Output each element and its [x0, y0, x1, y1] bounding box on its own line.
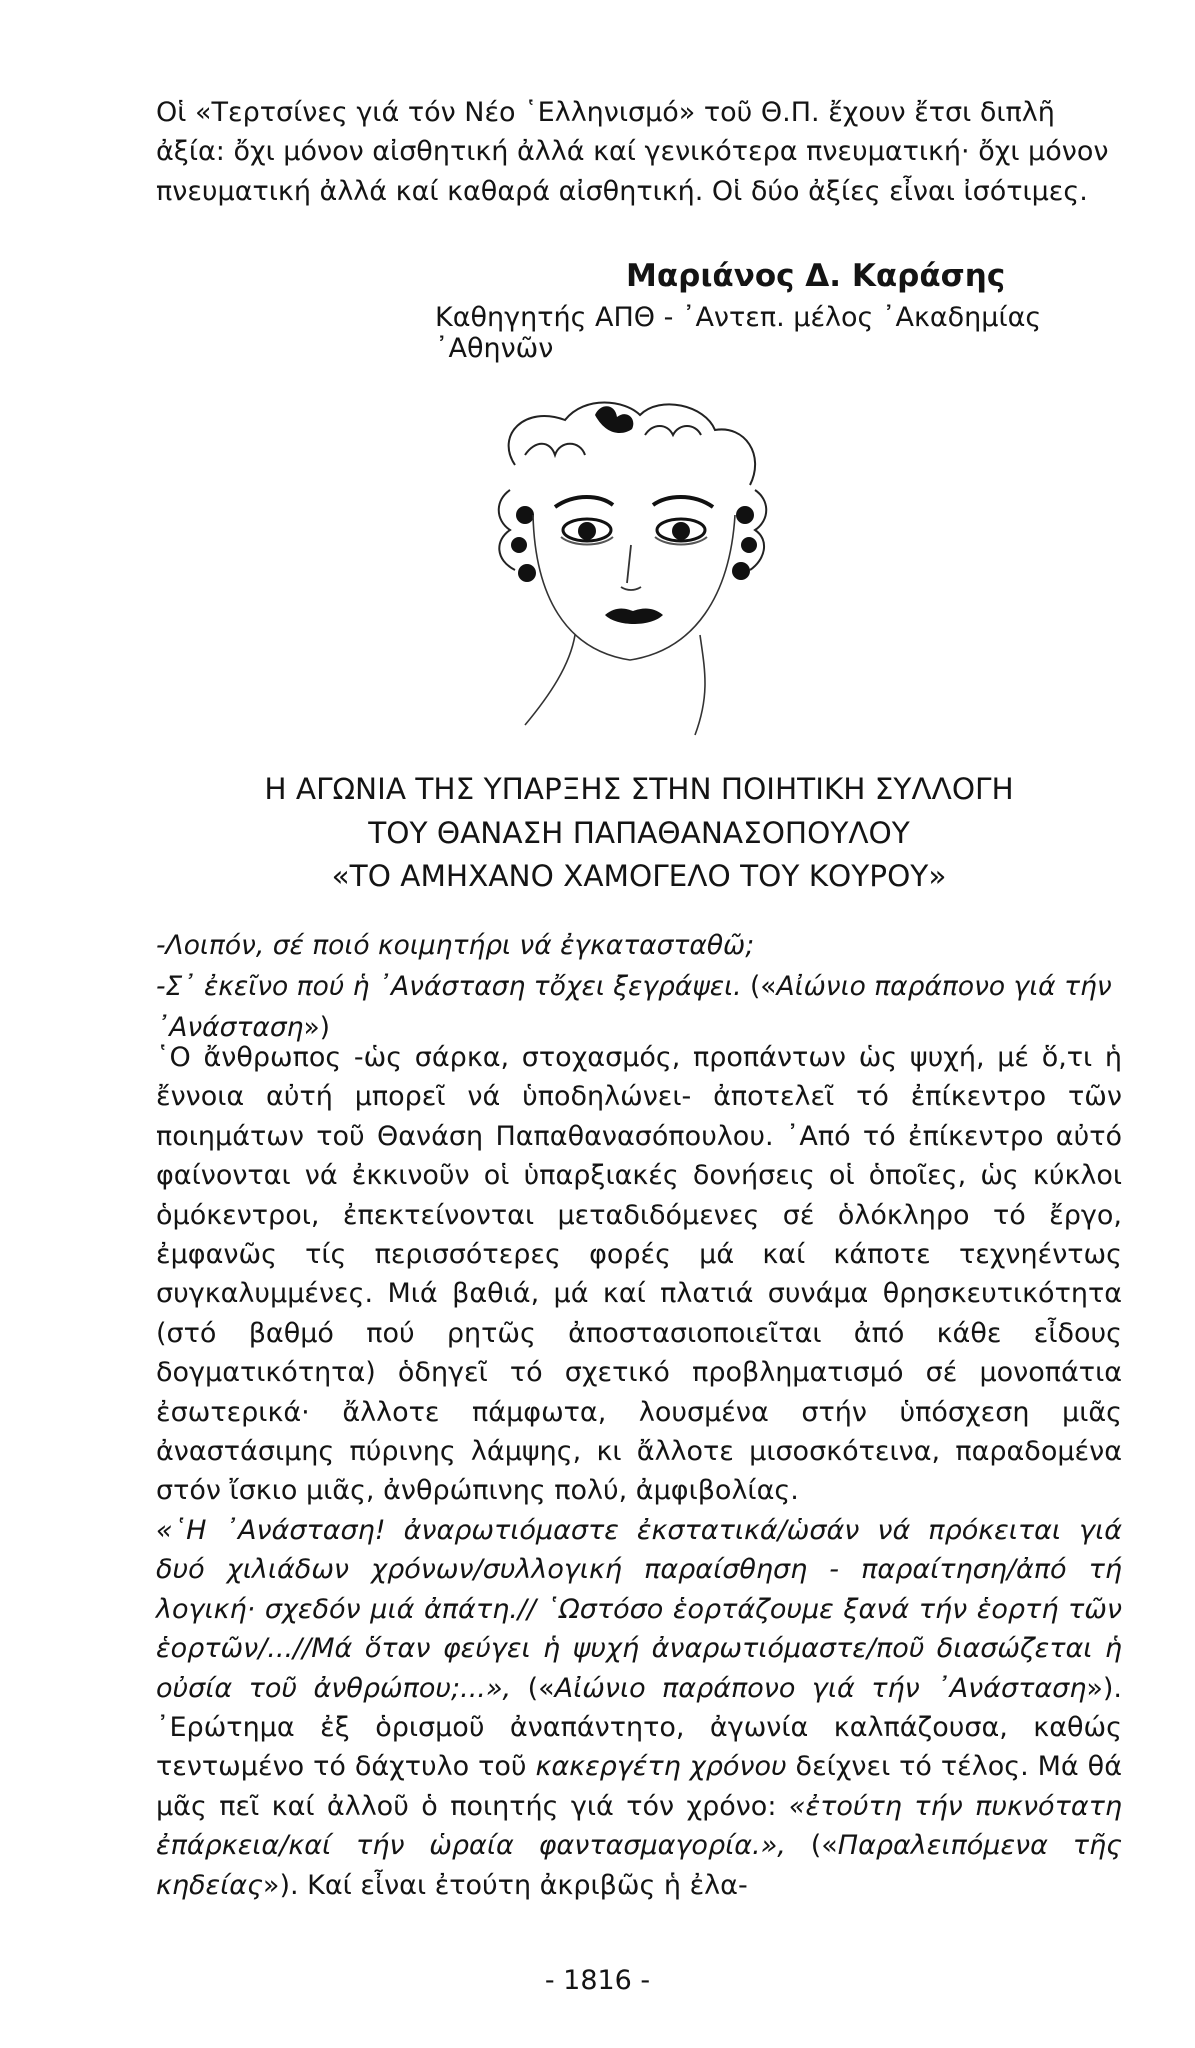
title-line-2: ΤΟΥ ΘΑΝΑΣΗ ΠΑΠΑΘΑΝΑΣΟΠΟΥΛΟΥ	[368, 815, 910, 850]
intro-paragraph: Οἱ «Τερτσίνες γιά τόν Νέο ῾Ελληνισμό» τοῦ Θ.Π. ἔχουν ἔτσι διπλῆ ἀξία: ὄχι μόνον αἰσθητική ἀλλά καί γενικότερα πνευματική· ὄχι μόνον πνευματική ἀλλά καί καθαρά αἰσθητική. Οἱ δύο ἀξίες εἶναι ἰσότιμες.	[156, 97, 1109, 207]
body-text-2: ᾽Ερώτημα ἐξ ὁρισμοῦ ἀναπάντητο, ἀγωνία καλπάζουσα, καθώς τεντωμένο τό δάχτυλο τοῦ	[156, 1711, 1122, 1783]
article-title	[156, 768, 1122, 899]
body-paragraph	[156, 1038, 1122, 1905]
epigraph-line-1: -Λοιπόν, σέ ποιό κοιμητήρι νά ἐγκατασταθῶ;	[156, 930, 755, 961]
emphasis-1: κακεργέτη χρόνου	[535, 1751, 787, 1783]
ref-2-open: («	[785, 1830, 838, 1862]
page-number: - 1816 -	[544, 1965, 651, 1996]
author-role: Καθηγητής ΑΠΘ - ᾽Αντεπ. μέλος ᾽Ακαδημίας ᾽Αθηνῶν	[435, 302, 1042, 364]
quote-1: «῾Η ᾽Ανάσταση! ἀναρωτιόμαστε ἐκστατικά/ὡσάν νά πρόκειται γιά δυό χιλιάδων χρόνων/συλλογική παραίσθηση - παραίτηση/ἀπό τή λογική· σχεδόν μιά ἀπάτη.// ῾Ωστόσο ἑορτάζουμε ξανά τήν ἑορτή τῶν ἑορτῶν/...//Μά ὅταν φεύγει ἡ ψυχή ἀναρωτιόμαστε/ποῦ διασώζεται ἡ οὐσία τοῦ ἀνθρώπου;...»,	[156, 1514, 1122, 1704]
epigraph-ref-close: »)	[303, 1012, 331, 1043]
body-text-4: Καί εἶναι ἐτούτη ἀκριβῶς ἡ ἐλα-	[307, 1869, 748, 1901]
ref-2-title: Παραλειπόμενα τῆς κηδείας	[156, 1830, 1122, 1901]
title-line-3: «ΤΟ ΑΜΗΧΑΝΟ ΧΑΜΟΓΕΛΟ ΤΟΥ ΚΟΥΡΟΥ»	[331, 859, 947, 893]
epigraph	[156, 925, 1136, 1048]
body-text-1: ῾Ο ἄνθρωπος -ὡς σάρκα, στοχασμός, προπάντων ὡς ψυχή, μέ ὅ,τι ἡ ἔννοια αὐτή μπορεῖ νά ὑποδηλώνει- ἀποτελεῖ τό ἐπίκεντρο τῶν ποιημάτων τοῦ Θανάση Παπαθανασόπουλου. ᾽Από τό ἐπίκεντρο αὐτό φαίνονται νά ἐκκινοῦν οἱ ὑπαρξιακές δονήσεις οἱ ὁποῖες, ὡς κύκλοι ὁμόκεντροι, ἐπεκτείνονται μεταδιδόμενες σέ ὁλόκληρο τό ἔργο, ἐμφανῶς τίς περισσότερες φορές μά καί κάποτε τεχνηέντως συγκαλυμμένες. Μιά βαθιά, μά καί πλατιά συνάμα θρησκευτικότητα (στό βαθμό πού ρητῶς ἀποστασιοποιεῖται ἀπό κάθε εἶδους δογματικότητα) ὁδηγεῖ τό σχετικό προβληματισμό σέ μονοπάτια ἐσωτερικά· ἄλλοτε πάμφωτα, λουσμένα στήν ὑπόσχεση μιᾶς ἀναστάσιμης πύρινης λάμψης, κι ἄλλοτε μισοσκότεινα, παραδομένα στόν ἴσκιο μιᾶς, ἀνθρώπινης πολύ, ἀμφιβολίας.	[156, 1042, 1122, 1507]
author-name: Μαριάνος Δ. Καράσης	[626, 258, 1006, 294]
epigraph-line-2	[156, 966, 1136, 1048]
quote-2: «ἐτούτη τήν πυκνότατη ἐπάρκεια/καί τήν ὡραία φαντασμαγορία.»,	[156, 1790, 1122, 1862]
epigraph-line-2-text: -Σ᾽ ἐκεῖνο πού ἡ ᾽Ανάσταση τὄχει ξεγράψει.	[156, 971, 742, 1002]
epigraph-ref-open: («	[749, 971, 777, 1002]
title-line-1: Η ΑΓΩΝΙΑ ΤΗΣ ΥΠΑΡΞΗΣ ΣΤΗΝ ΠΟΙΗΤΙΚΗ ΣΥΛΛΟΓΗ	[264, 772, 1014, 806]
woman-portrait-sketch-icon	[455, 395, 815, 740]
ref-2-close: »).	[262, 1869, 308, 1901]
ref-1-close: »).	[1086, 1672, 1122, 1704]
ref-1-title: Αἰώνιο παράπονο γιά τήν ᾽Ανάσταση	[554, 1672, 1087, 1704]
epigraph-ref-title: Αἰώνιο παράπονο γιά τήν ᾽Ανάσταση	[156, 971, 1112, 1043]
body-text-3: δείχνει τό τέλος. Μά θά μᾶς πεῖ καί ἀλλοῦ ὁ ποιητής γιά τόν χρόνο:	[156, 1751, 1122, 1822]
ref-1-open: («	[511, 1672, 555, 1704]
